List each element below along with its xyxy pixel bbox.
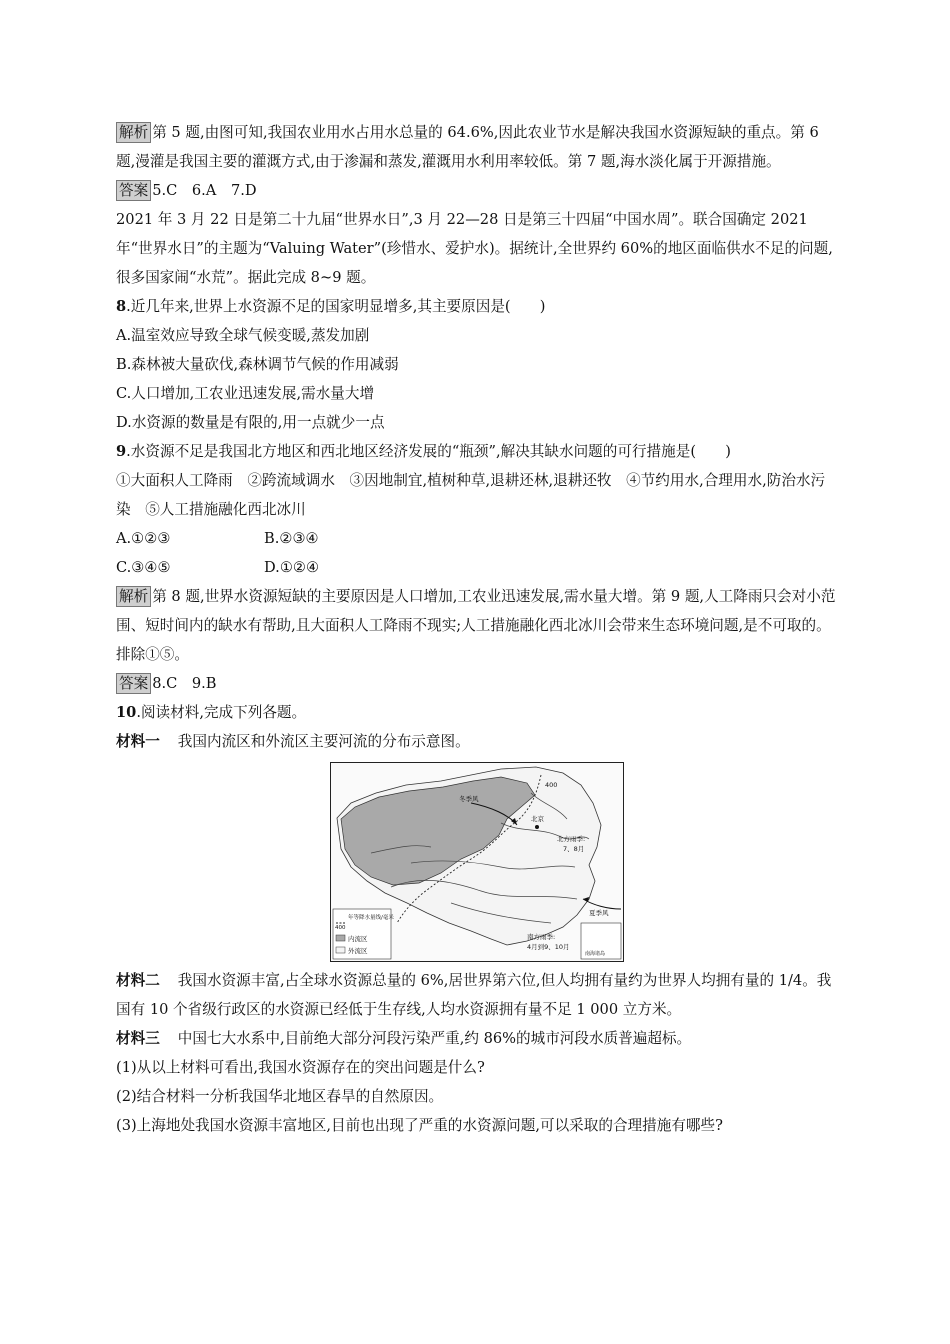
analysis-text: 第 5 题,由图可知,我国农业用水占用水总量的 64.6%,因此农业节水是解决我国水资源短缺的重点。第 6 题,漫灌是我国主要的灌溉方式,由于渗漏和蒸发,灌溉用水利用率较低。第 7 题,海水淡化属于开源措施。 — [116, 124, 819, 170]
material-text: 中国七大水系中,目前绝大部分河段污染严重,约 86%的城市河段水质普遍超标。 — [177, 1030, 692, 1047]
question-9-option-b: B.②③④ — [264, 530, 319, 547]
question-9-stem: 9.水资源不足是我国北方地区和西北地区经济发展的“瓶颈”,解决其缺水问题的可行措施是( ) — [116, 443, 731, 460]
legend-outflow: 外流区 — [348, 947, 368, 955]
material-3 — [116, 1024, 836, 1053]
material-title: 材料三 — [116, 1030, 160, 1047]
beijing-point — [535, 825, 539, 829]
analysis-5-7 — [116, 118, 836, 176]
label-summer-monsoon: 夏季风 — [589, 909, 609, 917]
label-north-rainy: 北方雨季: — [557, 835, 586, 843]
label-north-rainy-months: 7、8月 — [563, 845, 585, 853]
material-2 — [116, 966, 836, 1024]
analysis-tag: 解析 — [116, 586, 151, 607]
label-400-top: 400 — [545, 781, 558, 789]
question-10-stem: 10.阅读材料,完成下列各题。 — [116, 704, 307, 721]
intro-paragraph: 2021 年 3 月 22 日是第二十九届“世界水日”,3 月 22—28 日是第三十四届“中国水周”。联合国确定 2021 年“世界水日”的主题为“Valuing Water”(珍惜水、爱护水)。据统计,全世界约 60%的地区面临供水不足的问题,很多国家闹“水荒”。据此完成 8~9 题。 — [116, 211, 833, 286]
question-9-choices: ①大面积人工降雨 ②跨流域调水 ③因地制宜,植树种草,退耕还林,退耕还牧 ④节约用水,合理用水,防治水污染 ⑤人工措施融化西北冰川 — [116, 472, 826, 518]
material-text: 我国内流区和外流区主要河流的分布示意图。 — [177, 733, 470, 750]
sub-question-3: (3)上海地处我国水资源丰富地区,目前也出现了严重的水资源问题,可以采取的合理措施有哪些? — [116, 1117, 723, 1134]
question-8-option-b: B.森林被大量砍伐,森林调节气候的作用减弱 — [116, 356, 399, 373]
question-9-option-a: A.①②③ — [116, 530, 171, 547]
answer-text: 8.C 9.B — [152, 675, 217, 692]
question-9-options-row2 — [116, 553, 836, 582]
material-text: 我国水资源丰富,占全球水资源总量的 6%,居世界第六位,但人均拥有量约为世界人均拥有量的 1/4。我国有 10 个省级行政区的水资源已经低于生存线,人均水资源拥有量不足 1 000 立方米。 — [116, 972, 832, 1018]
sub-question-2: (2)结合材料一分析我国华北地区春旱的自然原因。 — [116, 1088, 444, 1105]
question-8-option-c: C.人口增加,工农业迅速发展,需水量大增 — [116, 385, 375, 402]
question-9-options-row1 — [116, 524, 836, 553]
material-title: 材料二 — [116, 972, 160, 989]
label-beijing: 北京 — [531, 815, 544, 823]
map-legend — [333, 909, 394, 959]
label-winter-monsoon: 冬季风 — [459, 795, 479, 803]
answer-text: 5.C 6.A 7.D — [152, 182, 257, 199]
label-island-note: 南海诸岛 — [585, 951, 606, 957]
answer-5-7 — [116, 176, 836, 205]
question-number: 9 — [116, 443, 127, 460]
analysis-tag: 解析 — [116, 122, 151, 143]
question-8-option-a: A.温室效应导致全球气候变暖,蒸发加剧 — [116, 327, 370, 344]
document-page — [116, 118, 836, 1140]
answer-tag: 答案 — [116, 180, 151, 201]
question-number: 8 — [116, 298, 127, 315]
material-1 — [116, 727, 836, 756]
question-9-option-c: C.③④⑤ — [116, 559, 171, 576]
summer-monsoon-arrow — [583, 899, 621, 909]
label-south-rainy: 南方雨季: — [527, 933, 556, 941]
question-number: 10 — [116, 704, 137, 721]
legend-isohyet-text: 年等降水量线/毫米 — [348, 915, 394, 921]
legend-isohyet — [348, 913, 394, 921]
answer-tag: 答案 — [116, 673, 151, 694]
answer-8-9 — [116, 669, 836, 698]
question-8-option-d: D.水资源的数量是有限的,用一点就少一点 — [116, 414, 385, 431]
china-river-map — [330, 762, 624, 962]
map-svg — [331, 763, 623, 961]
analysis-text: 第 8 题,世界水资源短缺的主要原因是人口增加,工农业迅速发展,需水量大增。第 9 题,人工降雨只会对小范围、短时间内的缺水有帮助,且大面积人工降雨不现实;人工措施融化西北冰川会带来生态环境问题,是不可取的。排除①⑤。 — [116, 588, 836, 663]
sub-question-1: (1)从以上材料可看出,我国水资源存在的突出问题是什么? — [116, 1059, 485, 1076]
label-south-rainy-months: 4月到9、10月 — [527, 943, 570, 951]
analysis-8-9 — [116, 582, 836, 669]
material-title: 材料一 — [116, 733, 160, 750]
legend-isohyet-value: 400 — [335, 925, 346, 931]
question-9-option-d: D.①②④ — [264, 559, 320, 576]
question-8-stem: 8.近几年来,世界上水资源不足的国家明显增多,其主要原因是( ) — [116, 298, 546, 315]
legend-inland: 内流区 — [348, 935, 368, 943]
